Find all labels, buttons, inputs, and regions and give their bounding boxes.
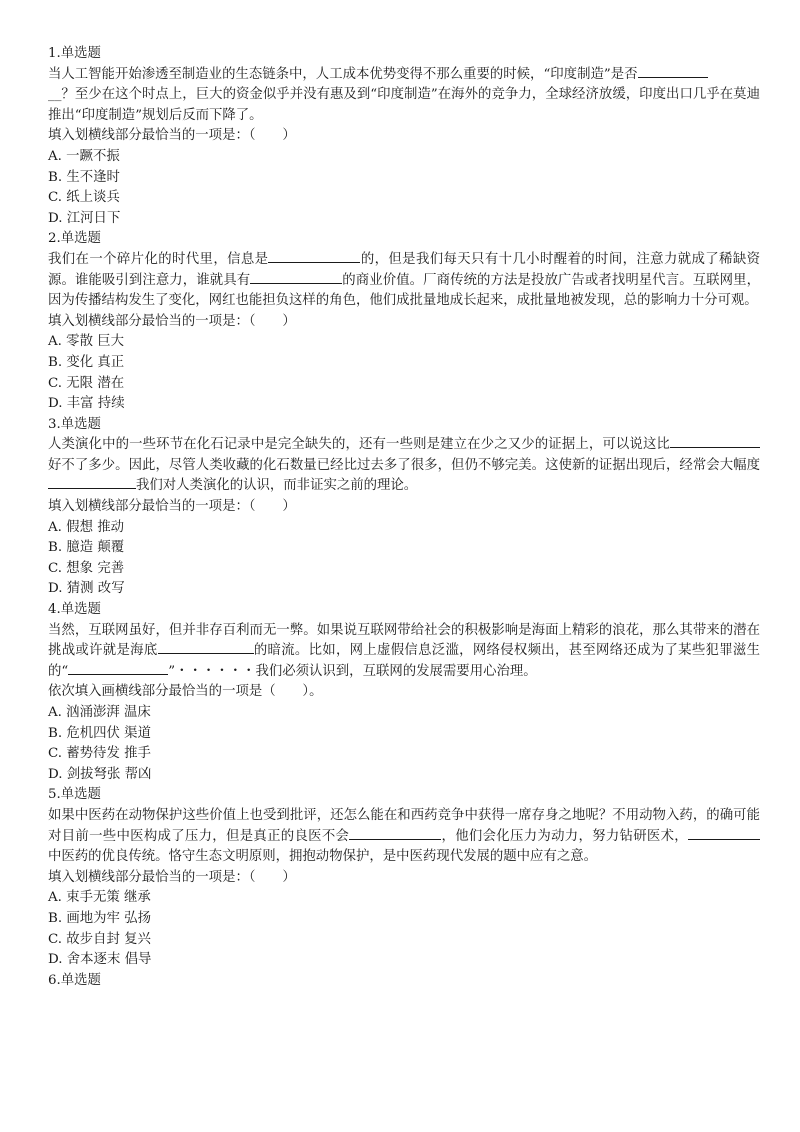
question-prompt: 填入划横线部分最恰当的一项是：（ ）	[48, 313, 296, 329]
answer-blank	[349, 827, 441, 840]
option-b[interactable]: B. 画地为牢 弘扬	[48, 910, 151, 926]
answer-blank	[688, 827, 760, 840]
stem-text: 我们在一个碎片化的时代里，信息是	[48, 251, 269, 267]
option-c[interactable]: C. 故步自封 复兴	[48, 931, 151, 947]
answer-blank	[68, 662, 168, 675]
question-number: 3.单选题	[48, 416, 101, 432]
question-number: 1.单选题	[48, 46, 101, 61]
answer-blank	[48, 476, 136, 489]
stem-text: ，他们会化压力为动力，努力钻研医术，	[441, 828, 688, 844]
option-d[interactable]: D. 剑拔弩张 帮凶	[48, 766, 152, 782]
option-a[interactable]: A. 一蹶不振	[48, 148, 120, 164]
option-b[interactable]: B. 生不逢时	[48, 169, 120, 185]
question-stem	[48, 435, 760, 497]
option-c[interactable]: C. 蓄势待发 推手	[48, 746, 151, 762]
stem-text: 我们对人类演化的认识，而非证实之前的理论。	[136, 478, 418, 494]
question-3	[48, 415, 760, 600]
option-c[interactable]: C. 无限 潜在	[48, 375, 125, 391]
answer-blank	[670, 435, 760, 448]
question-6	[48, 971, 760, 992]
answer-blank	[250, 271, 342, 284]
stem-text: 中医药的优良传统。恪守生态文明原则，拥抱动物保护，是中医药现代发展的题中应有之意。	[48, 849, 598, 865]
answer-blank	[268, 250, 360, 263]
option-a[interactable]: A. 汹涌澎湃 温床	[48, 705, 151, 720]
option-a[interactable]: A. 零散 巨大	[48, 334, 125, 350]
question-prompt: 填入划横线部分最恰当的一项是：（ ）	[48, 499, 296, 515]
question-prompt: 填入划横线部分最恰当的一项是：（ ）	[48, 869, 296, 885]
option-d[interactable]: D. 丰富 持续	[48, 396, 125, 412]
stem-text: 人类演化中的一些环节在化石记录中是完全缺失的，还有一些则是建立在少之又少的证据上，可以说这比	[48, 437, 670, 453]
stem-text: ”・・・・・・我们必须认识到，互联网的发展需要用心治理。	[168, 663, 537, 679]
option-d[interactable]: D. 猜测 改写	[48, 581, 125, 597]
question-stem	[48, 806, 760, 868]
question-number: 4.单选题	[48, 602, 101, 618]
option-d[interactable]: D. 舍本逐末 倡导	[48, 952, 152, 968]
question-prompt: 填入划横线部分最恰当的一项是：（ ）	[48, 128, 296, 144]
question-prompt: 依次填入画横线部分最恰当的一项是（ ）。	[48, 684, 323, 700]
stem-text: 的暗流。比如，网上虚假信息泛滥，网络侵权频出，甚至网络还成为了某些犯罪滋生的“	[48, 643, 761, 679]
stem-text: 的商业价值。厂商传统的方法是投放广告或者找明星代言。互联网里，因为传播结构发生了变化，网红也能担负这样的角色，他们成批量地成长起来，成批量地被发现，总的影响力十分可观。	[48, 272, 761, 309]
question-1	[48, 44, 760, 229]
question-5	[48, 785, 760, 970]
stem-text: 当人工智能开始渗透至制造业的生态链条中，人工成本优势变得不那么重要的时候，“印度制造”是否	[48, 66, 638, 82]
option-c[interactable]: C. 想象 完善	[48, 560, 125, 576]
question-number: 2.单选题	[48, 231, 101, 247]
question-number: 5.单选题	[48, 787, 101, 803]
stem-text: 如果中医药在动物保护这些价值上也受到批评，还怎么能在和西药竞争中获得一席存身之地呢？不用动物入药，的确可能对目前一些中医构成了压力，但是真正的良医不会	[48, 807, 760, 844]
option-a[interactable]: A. 束手无策 继承	[48, 890, 151, 906]
option-a[interactable]: A. 假想 推动	[48, 519, 125, 535]
question-stem	[48, 250, 760, 312]
question-stem	[48, 65, 760, 127]
question-4	[48, 600, 760, 785]
option-c[interactable]: C. 纸上谈兵	[48, 190, 120, 206]
stem-text: 好不了多少。因此，尽管人类收藏的化石数量已经比过去多了很多，但仍不够完美。这使新的证据出现后，经常会大幅度	[48, 457, 760, 473]
stem-text: 当然，互联网虽好，但并非存百利而无一弊。如果说互联网带给社会的积极影响是海面上精彩的浪花，那么其带来的潜在挑战或许就是海底	[48, 622, 760, 659]
option-b[interactable]: B. 危机四伏 渠道	[48, 725, 151, 741]
option-b[interactable]: B. 臆造 颠覆	[48, 540, 125, 556]
answer-blank	[638, 65, 708, 78]
question-2	[48, 229, 760, 414]
stem-text: 的，但是我们每天只有十几小时醒着的时间，注意力就成了稀缺资源。谁能吸引到注意力，谁就具有	[48, 251, 761, 288]
option-b[interactable]: B. 变化 真正	[48, 354, 125, 370]
option-d[interactable]: D. 江河日下	[48, 210, 121, 226]
exam-document	[48, 44, 760, 991]
stem-text: ？至少在这个时点上，巨大的资金似乎并没有惠及到“印度制造”在海外的竞争力，全球经济放缓，印度出口几乎在莫迪推出“印度制造”规划后反而下降了。	[48, 87, 760, 123]
question-number: 6.单选题	[48, 972, 101, 988]
question-stem	[48, 621, 760, 683]
answer-blank	[158, 641, 254, 654]
stem-text: __	[48, 87, 62, 103]
